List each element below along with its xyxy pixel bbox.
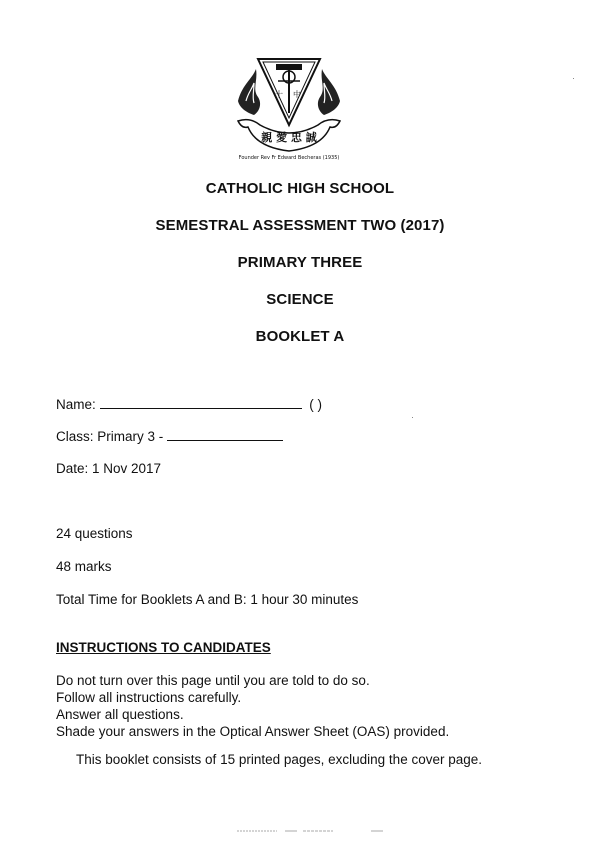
class-blank[interactable] — [167, 440, 283, 441]
instruction-line: Answer all questions. — [56, 707, 184, 722]
instruction-line: Follow all instructions carefully. — [56, 690, 242, 705]
booklet-title: BOOKLET A — [255, 328, 345, 345]
assessment-title: SEMESTRAL ASSESSMENT TWO (2017) — [155, 217, 445, 234]
scan-smudge — [237, 829, 383, 833]
booklet-page-note: This booklet consists of 15 printed pages, excluding the cover page. — [76, 752, 482, 767]
instructions-list — [56, 672, 449, 740]
total-marks: 48 marks — [56, 559, 112, 574]
name-blank[interactable] — [100, 408, 302, 409]
svg-text:十: 十 — [275, 90, 283, 99]
date-field: Date: 1 Nov 2017 — [56, 461, 162, 476]
crest-founder-text: Founder Rev Fr Edward Becheras (1935) — [238, 155, 340, 161]
scan-speck — [412, 417, 413, 418]
class-field — [56, 429, 283, 444]
total-time: Total Time for Booklets A and B: 1 hour 30 minutes — [56, 592, 359, 607]
name-label: Name: — [56, 397, 96, 412]
subject-title: SCIENCE — [266, 291, 334, 308]
instruction-line: Do not turn over this page until you are told to do so. — [56, 673, 370, 688]
question-count: 24 questions — [56, 526, 133, 541]
school-crest-logo — [230, 55, 348, 165]
crest-motto: 親 愛 忠 誠 — [261, 131, 317, 144]
name-field — [56, 397, 322, 412]
register-number-parens: ( ) — [309, 397, 323, 412]
school-name: CATHOLIC HIGH SCHOOL — [205, 180, 395, 197]
svg-text:中: 中 — [293, 90, 301, 99]
instruction-line: Shade your answers in the Optical Answer Sheet (OAS) provided. — [56, 724, 450, 739]
instructions-heading: INSTRUCTIONS TO CANDIDATES — [56, 640, 271, 655]
scan-speck — [573, 78, 574, 79]
class-label: Class: Primary 3 - — [56, 429, 164, 444]
level-title: PRIMARY THREE — [237, 254, 363, 271]
